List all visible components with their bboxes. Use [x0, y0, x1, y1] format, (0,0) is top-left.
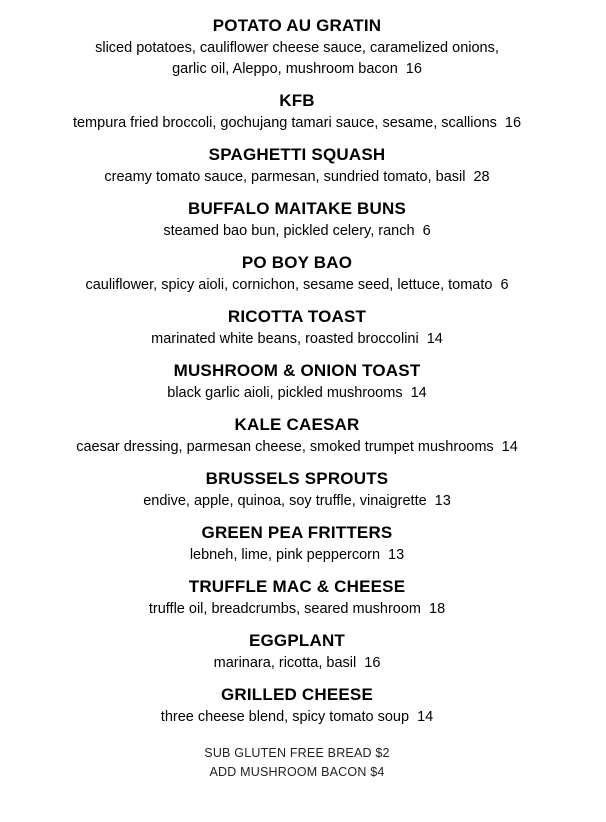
menu-item-name: PO BOY BAO — [241, 253, 353, 272]
menu-item-price: 16 — [504, 115, 522, 131]
menu-item-price: 28 — [473, 169, 490, 185]
menu-item-name: RICOTTA TOAST — [227, 307, 367, 326]
menu-item — [0, 467, 594, 512]
menu-item-price: 14 — [426, 331, 443, 347]
menu-item — [0, 413, 594, 458]
menu-item — [0, 359, 594, 404]
menu-item-name: GRILLED CHEESE — [220, 685, 374, 704]
menu-item-price: 6 — [500, 277, 509, 293]
menu-item-description — [0, 38, 594, 59]
menu-item — [0, 89, 594, 134]
menu-items — [0, 14, 594, 728]
menu-item-name: BRUSSELS SPROUTS — [205, 469, 389, 488]
menu — [0, 14, 594, 782]
menu-item-description — [0, 545, 594, 566]
menu-item-price: 18 — [429, 601, 446, 617]
menu-item-description-text: three cheese blend, spicy tomato soup — [160, 709, 410, 725]
menu-item-description-text: sliced potatoes, cauliflower cheese sauce, caramelized onions, — [95, 40, 499, 56]
menu-item-description-text: caesar dressing, parmesan cheese, smoked trumpet mushrooms — [76, 439, 494, 455]
menu-item-description-text: creamy tomato sauce, parmesan, sundried tomato, basil — [104, 169, 466, 185]
menu-item — [0, 521, 594, 566]
menu-item-description — [0, 707, 594, 728]
menu-item-name: POTATO AU GRATIN — [212, 16, 382, 35]
menu-item — [0, 629, 594, 674]
menu-item — [0, 14, 594, 80]
menu-item-description — [0, 221, 594, 242]
menu-item-price: 13 — [434, 493, 451, 509]
menu-item-description — [0, 491, 594, 512]
footer-sub-gluten-free: SUB GLUTEN FREE BREAD $2 — [204, 746, 390, 760]
menu-item-description — [0, 437, 594, 458]
menu-item-description-text: endive, apple, quinoa, soy truffle, vinaigrette — [143, 493, 427, 509]
footer-add-mushroom-bacon: ADD MUSHROOM BACON $4 — [209, 765, 385, 779]
menu-item-description — [0, 113, 594, 134]
menu-item-description — [0, 653, 594, 674]
menu-footer — [0, 744, 594, 782]
menu-item-description-text: marinara, ricotta, basil — [213, 655, 357, 671]
menu-item-description-text: garlic oil, Aleppo, mushroom bacon — [172, 61, 398, 77]
menu-item-description-text: truffle oil, breadcrumbs, seared mushroom — [148, 601, 421, 617]
menu-item-description — [0, 383, 594, 404]
menu-item-name: KALE CAESAR — [234, 415, 360, 434]
menu-item-price: 13 — [388, 547, 405, 563]
menu-item — [0, 575, 594, 620]
menu-item-description-text: marinated white beans, roasted broccolini — [151, 331, 419, 347]
menu-item-name: GREEN PEA FRITTERS — [201, 523, 393, 542]
menu-item-description — [0, 599, 594, 620]
menu-item — [0, 305, 594, 350]
menu-item-price: 16 — [405, 61, 422, 77]
menu-item-description — [0, 275, 594, 296]
menu-item-name: SPAGHETTI SQUASH — [208, 145, 386, 164]
menu-item-price: 16 — [364, 655, 381, 671]
menu-item — [0, 197, 594, 242]
menu-item-description — [0, 59, 594, 80]
menu-item-name: TRUFFLE MAC & CHEESE — [188, 577, 406, 596]
menu-item-description-text: cauliflower, spicy aioli, cornichon, sesame seed, lettuce, tomato — [85, 277, 493, 293]
menu-item — [0, 251, 594, 296]
menu-item-price: 14 — [417, 709, 434, 725]
menu-item-name: EGGPLANT — [248, 631, 346, 650]
menu-item-description-text: black garlic aioli, pickled mushrooms — [167, 385, 403, 401]
menu-item-price: 14 — [410, 385, 427, 401]
menu-item-name: MUSHROOM & ONION TOAST — [173, 361, 421, 380]
menu-item-price: 6 — [422, 223, 431, 239]
menu-item-description — [0, 167, 594, 188]
menu-item-description-text: steamed bao bun, pickled celery, ranch — [163, 223, 415, 239]
menu-item-name: BUFFALO MAITAKE BUNS — [187, 199, 407, 218]
menu-item-description-text: lebneh, lime, pink peppercorn — [189, 547, 381, 563]
menu-item — [0, 683, 594, 728]
menu-item-name: KFB — [279, 91, 315, 110]
menu-item-price: 14 — [501, 439, 518, 455]
menu-item-description-text: tempura fried broccoli, gochujang tamari sauce, sesame, scallions — [72, 115, 497, 131]
menu-item-description — [0, 329, 594, 350]
menu-item — [0, 143, 594, 188]
